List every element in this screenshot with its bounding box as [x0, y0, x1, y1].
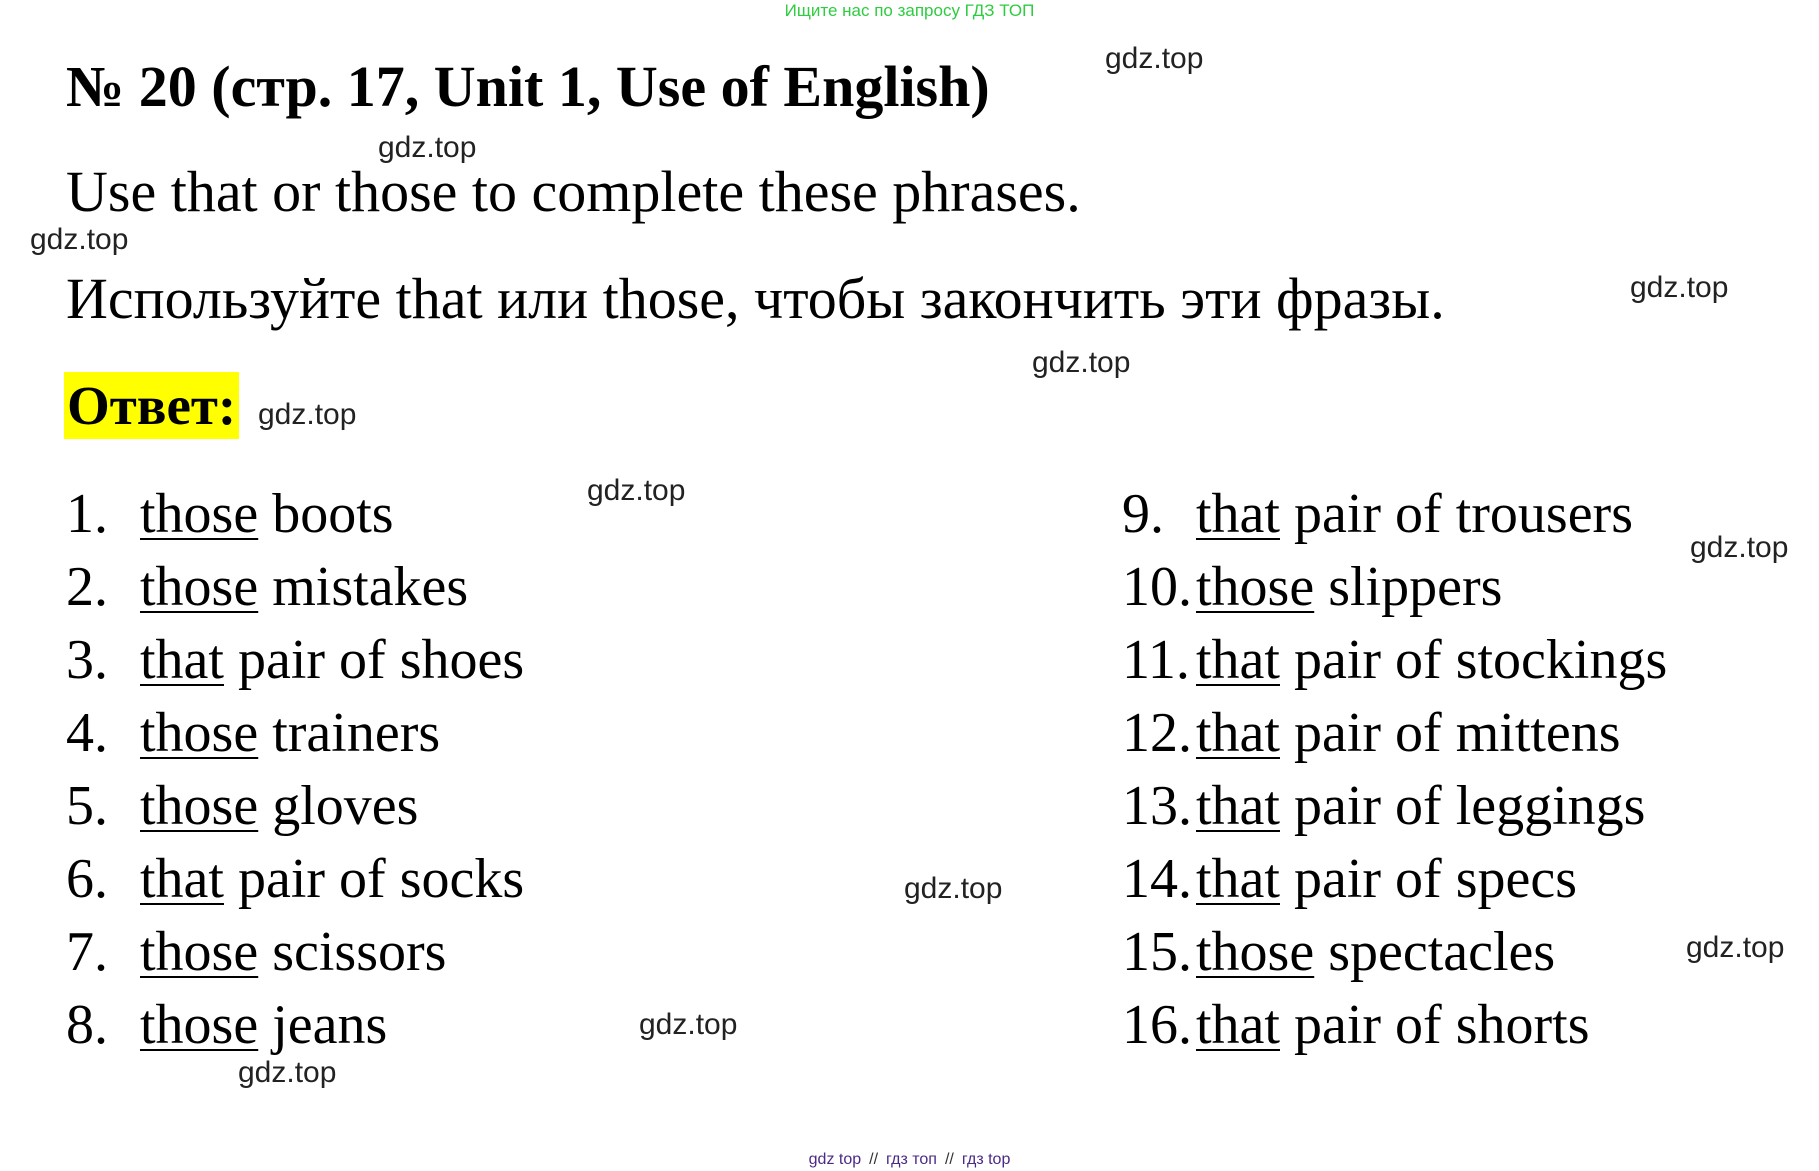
answer-item [66, 697, 524, 770]
item-number: 3. [66, 629, 108, 691]
item-number: 4. [66, 702, 108, 764]
watermark: gdz.top [587, 474, 686, 507]
answer-item [1122, 770, 1667, 843]
answer-item [66, 478, 524, 551]
item-number: 12. [1122, 702, 1192, 764]
answer-phrase: pair of shoes [223, 629, 525, 691]
answer-word: that [1196, 483, 1280, 545]
watermark: gdz.top [30, 223, 129, 256]
answer-word: those [140, 994, 259, 1056]
watermark: gdz.top [1686, 931, 1785, 964]
footer-link[interactable]: гдз топ [886, 1151, 937, 1168]
watermark: gdz.top [1032, 346, 1131, 379]
answer-item [1122, 624, 1667, 697]
item-number: 13. [1122, 775, 1192, 837]
answer-phrase: gloves [258, 775, 419, 837]
answer-item [66, 843, 524, 916]
answer-word: those [1196, 556, 1315, 618]
watermark: gdz.top [238, 1056, 337, 1089]
answer-phrase: pair of mittens [1279, 702, 1621, 764]
answer-phrase: pair of specs [1279, 848, 1577, 910]
item-number: 1. [66, 483, 108, 545]
answer-list-left [66, 478, 524, 1062]
item-number: 16. [1122, 994, 1192, 1056]
answer-label: Ответ: [64, 372, 239, 439]
answer-item [66, 770, 524, 843]
footer-separator: // [869, 1151, 879, 1168]
answer-word: those [140, 556, 259, 618]
search-hint[interactable]: Ищите нас по запросу ГДЗ ТОП [784, 1, 1035, 20]
answer-phrase: pair of socks [223, 848, 525, 910]
item-number: 10. [1122, 556, 1192, 618]
item-number: 14. [1122, 848, 1192, 910]
item-number: 6. [66, 848, 108, 910]
footer-link[interactable]: гдз top [961, 1151, 1011, 1168]
answer-item [1122, 478, 1667, 551]
item-number: 11. [1122, 629, 1190, 691]
watermark: gdz.top [378, 131, 477, 164]
answer-phrase: scissors [258, 921, 447, 983]
footer-link[interactable]: gdz top [808, 1151, 862, 1168]
answer-word: that [140, 629, 224, 691]
answer-item [66, 916, 524, 989]
answer-item [1122, 916, 1667, 989]
answer-phrase: pair of stockings [1279, 629, 1668, 691]
footer-separator: // [944, 1151, 954, 1168]
instruction-russian: Используйте that или those, чтобы закончить эти фразы. [66, 266, 1445, 331]
answer-word: those [1196, 921, 1315, 983]
answer-item [1122, 843, 1667, 916]
watermark: gdz.top [1690, 531, 1789, 564]
watermark: gdz.top [639, 1008, 738, 1041]
answer-word: those [140, 702, 259, 764]
answer-word: those [140, 775, 259, 837]
answer-phrase: jeans [258, 994, 388, 1056]
answer-phrase: boots [258, 483, 394, 545]
answer-word: that [140, 848, 224, 910]
answer-list-right [1122, 478, 1667, 1062]
answer-word: that [1196, 775, 1280, 837]
answer-word: that [1196, 848, 1280, 910]
footer-links [0, 1150, 1819, 1170]
answer-word: those [140, 921, 259, 983]
watermark: gdz.top [904, 872, 1003, 905]
instruction-english: Use that or those to complete these phrases. [66, 159, 1081, 224]
answer-phrase: pair of trousers [1279, 483, 1633, 545]
answer-item [66, 989, 524, 1062]
answer-phrase: pair of leggings [1279, 775, 1646, 837]
answer-word: those [140, 483, 259, 545]
answer-phrase: pair of shorts [1279, 994, 1590, 1056]
answer-phrase: mistakes [258, 556, 469, 618]
answer-item [1122, 551, 1667, 624]
answer-word: that [1196, 702, 1280, 764]
answer-item [66, 624, 524, 697]
item-number: 7. [66, 921, 108, 983]
answer-phrase: slippers [1314, 556, 1503, 618]
watermark: gdz.top [258, 398, 357, 431]
item-number: 5. [66, 775, 108, 837]
page-title: № 20 (стр. 17, Unit 1, Use of English) [66, 54, 990, 119]
answer-phrase: trainers [258, 702, 441, 764]
watermark: gdz.top [1630, 271, 1729, 304]
item-number: 8. [66, 994, 108, 1056]
item-number: 9. [1122, 483, 1164, 545]
answer-item [1122, 989, 1667, 1062]
answer-word: that [1196, 629, 1280, 691]
item-number: 2. [66, 556, 108, 618]
answer-word: that [1196, 994, 1280, 1056]
item-number: 15. [1122, 921, 1192, 983]
answer-phrase: spectacles [1314, 921, 1556, 983]
answer-item [66, 551, 524, 624]
answer-item [1122, 697, 1667, 770]
watermark: gdz.top [1105, 42, 1204, 75]
